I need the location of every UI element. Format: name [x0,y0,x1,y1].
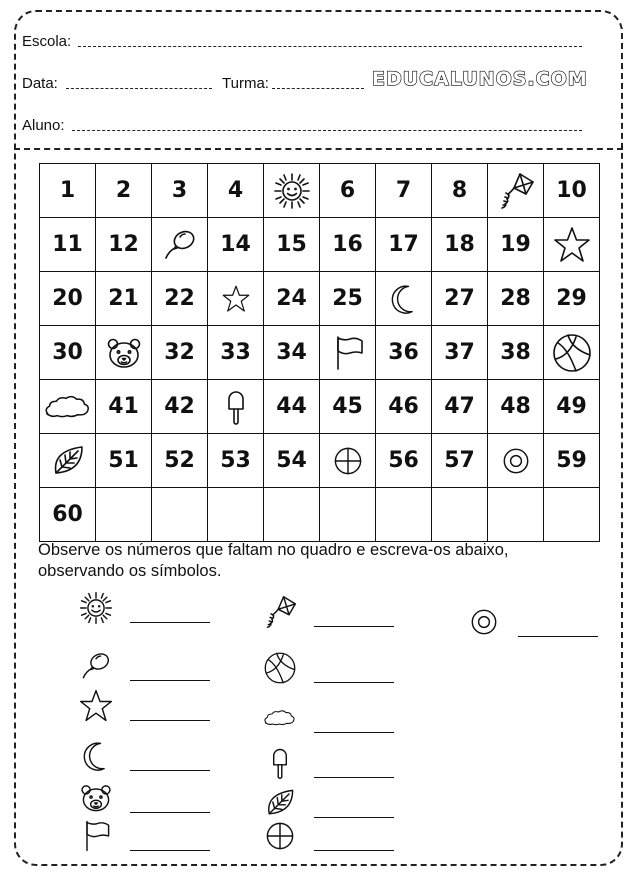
flag-icon [78,818,114,854]
grid-symbol-cell [376,272,432,326]
school-label: Escola: [22,33,72,50]
bear-icon [78,780,114,816]
grid-empty-cell [320,488,376,542]
grid-number-cell: 53 [208,434,264,488]
grid-number-cell: 2 [96,164,152,218]
grid-symbol-cell [208,380,264,434]
answer-line[interactable] [130,770,210,771]
grid-symbol-cell [40,434,96,488]
grid-empty-cell [264,488,320,542]
brand-logo: EDUCALUNOS.COM [372,68,588,90]
grid-symbol-cell [544,218,600,272]
grid-number-cell: 38 [488,326,544,380]
answer-line[interactable] [130,850,210,851]
grid-number-cell: 19 [488,218,544,272]
grid-row [40,218,600,272]
answer-line[interactable] [314,777,394,778]
grid-symbol-cell [96,326,152,380]
grid-row [40,380,600,434]
grid-number-cell: 11 [40,218,96,272]
answer-line[interactable] [314,817,394,818]
grid-number-cell: 15 [264,218,320,272]
grid-number-cell: 12 [96,218,152,272]
grid-number-cell: 1 [40,164,96,218]
target-icon [466,604,502,640]
grid-number-cell: 30 [40,326,96,380]
grid-empty-cell [432,488,488,542]
grid-row [40,272,600,326]
grid-number-cell: 6 [320,164,376,218]
flag-icon [320,333,375,373]
grid-empty-cell [544,488,600,542]
grid-symbol-cell [264,164,320,218]
student-field[interactable] [72,130,582,131]
leaf-icon [40,441,95,481]
answer-line[interactable] [314,732,394,733]
grid-number-cell: 8 [432,164,488,218]
star-icon [78,688,114,724]
ball-icon [544,331,599,375]
grid-number-cell: 28 [488,272,544,326]
kite-icon [488,171,543,211]
grid-number-cell: 34 [264,326,320,380]
grid-number-cell: 37 [432,326,488,380]
crosshair-icon [262,818,298,854]
grid-empty-cell [208,488,264,542]
ball-icon [262,650,298,686]
header-separator [14,148,623,150]
grid-symbol-cell [544,326,600,380]
grid-number-cell: 18 [432,218,488,272]
grid-symbol-cell [40,380,96,434]
grid-number-cell: 4 [208,164,264,218]
cloud-icon [262,700,298,736]
grid-symbol-cell [320,434,376,488]
date-label: Data: [22,75,58,92]
answer-line[interactable] [314,626,394,627]
grid-number-cell: 52 [152,434,208,488]
grid-number-cell: 60 [40,488,96,542]
grid-empty-cell [488,488,544,542]
class-label: Turma: [222,75,269,92]
grid-number-cell: 33 [208,326,264,380]
answer-line[interactable] [130,720,210,721]
grid-number-cell: 57 [432,434,488,488]
grid-empty-cell [152,488,208,542]
balloon-icon [152,225,207,265]
grid-number-cell: 51 [96,434,152,488]
grid-number-cell: 21 [96,272,152,326]
grid-symbol-cell [152,218,208,272]
grid-number-cell: 32 [152,326,208,380]
grid-number-cell: 29 [544,272,600,326]
class-field[interactable] [272,88,364,89]
star-icon [544,225,599,265]
answer-line[interactable] [314,850,394,851]
cloud-icon [40,392,95,422]
grid-number-cell: 47 [432,380,488,434]
grid-number-cell: 42 [152,380,208,434]
popsicle-icon [262,745,298,781]
grid-number-cell: 10 [544,164,600,218]
answer-line[interactable] [314,682,394,683]
grid-number-cell: 14 [208,218,264,272]
grid-number-cell: 27 [432,272,488,326]
grid-number-cell: 36 [376,326,432,380]
grid-number-cell: 56 [376,434,432,488]
grid-symbol-cell [208,272,264,326]
answer-line[interactable] [518,636,598,637]
grid-number-cell: 49 [544,380,600,434]
leaf-icon [262,785,298,821]
grid-row [40,488,600,542]
moon-icon [78,738,114,774]
grid-number-cell: 54 [264,434,320,488]
answer-line[interactable] [130,680,210,681]
grid-row [40,164,600,218]
grid-row [40,434,600,488]
sun-icon [264,171,319,211]
grid-number-cell: 59 [544,434,600,488]
balloon-icon [78,648,114,684]
grid-symbol-cell [320,326,376,380]
grid-symbol-cell [488,164,544,218]
school-field[interactable] [78,46,582,47]
grid-number-cell: 46 [376,380,432,434]
moon-icon [376,281,431,317]
grid-empty-cell [376,488,432,542]
number-grid [39,163,600,542]
student-label: Aluno: [22,117,65,134]
date-field[interactable] [66,88,212,89]
kite-icon [262,594,298,630]
grid-row [40,326,600,380]
grid-number-cell: 3 [152,164,208,218]
grid-number-cell: 25 [320,272,376,326]
grid-number-cell: 45 [320,380,376,434]
grid-number-cell: 17 [376,218,432,272]
sun-icon [78,590,114,626]
grid-number-cell: 44 [264,380,320,434]
instruction-text: Observe os números que faltam no quadro e escreva-os abaixo, observando os símbolos. [38,541,509,580]
grid-number-cell: 16 [320,218,376,272]
grid-number-cell: 41 [96,380,152,434]
answer-line[interactable] [130,622,210,623]
grid-symbol-cell [488,434,544,488]
grid-number-cell: 48 [488,380,544,434]
grid-number-cell: 22 [152,272,208,326]
bear-icon [96,333,151,373]
crosshair-icon [320,443,375,479]
grid-number-cell: 20 [40,272,96,326]
star-small-icon [208,284,263,314]
grid-empty-cell [96,488,152,542]
target-icon [488,443,543,479]
grid-number-cell: 7 [376,164,432,218]
popsicle-icon [208,387,263,427]
grid-number-cell: 24 [264,272,320,326]
answer-line[interactable] [130,812,210,813]
